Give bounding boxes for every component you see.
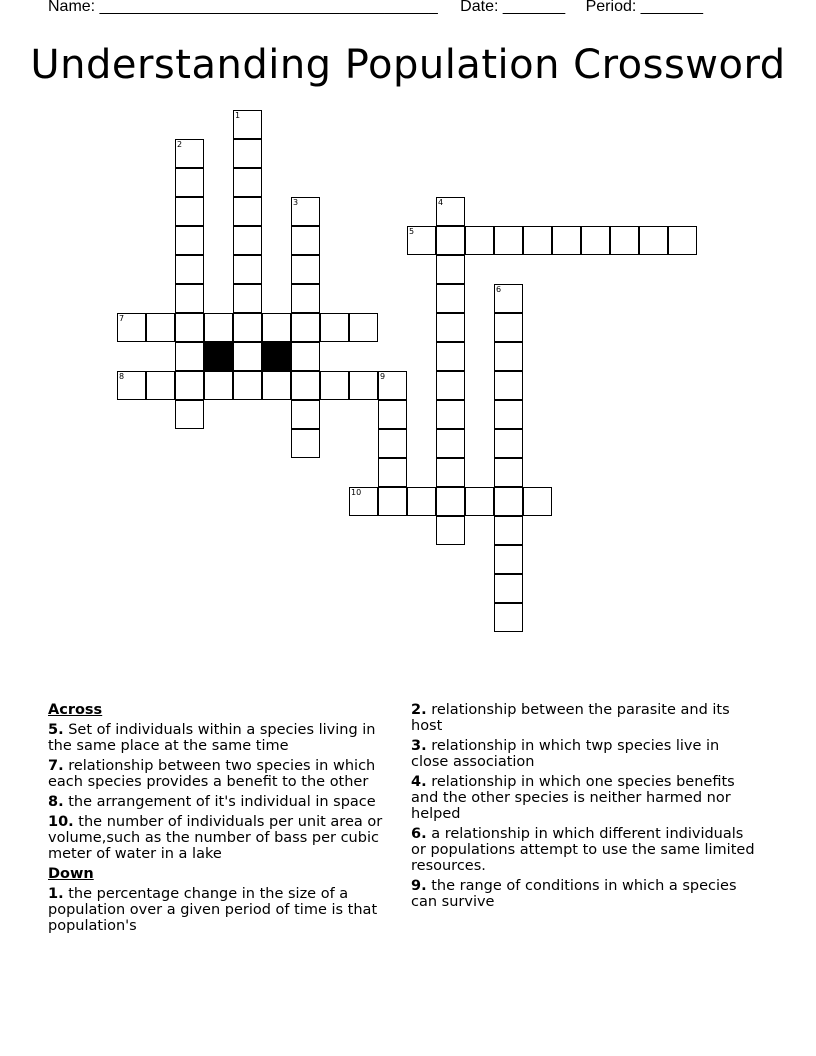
grid-cell[interactable] — [436, 371, 465, 400]
clue-number: 9 — [380, 372, 386, 381]
grid-cell[interactable] — [233, 110, 262, 139]
grid-cell-blocked — [204, 342, 233, 371]
grid-cell[interactable] — [117, 313, 146, 342]
grid-cell[interactable] — [378, 487, 407, 516]
grid-cell[interactable] — [291, 371, 320, 400]
grid-cell[interactable] — [175, 400, 204, 429]
grid-cell[interactable] — [552, 226, 581, 255]
grid-cell[interactable] — [436, 516, 465, 545]
grid-cell[interactable] — [233, 284, 262, 313]
grid-cell[interactable] — [436, 255, 465, 284]
grid-cell[interactable] — [581, 226, 610, 255]
grid-cell[interactable] — [349, 487, 378, 516]
clue-across-10: 10. the number of individuals per unit area or volume,such as the number of bass per cubic meter of water in a lake — [48, 814, 383, 862]
grid-cell[interactable] — [494, 487, 523, 516]
grid-cell[interactable] — [349, 313, 378, 342]
clue-number: 7 — [119, 314, 125, 323]
grid-cell[interactable] — [233, 313, 262, 342]
grid-cell[interactable] — [117, 371, 146, 400]
clue-down-4: 4. relationship in which one species benefits and the other species is neither harmed nor helped — [411, 774, 735, 822]
grid-cell[interactable] — [494, 603, 523, 632]
clue-number: 6 — [496, 285, 502, 294]
grid-cell[interactable] — [233, 139, 262, 168]
grid-cell[interactable] — [407, 226, 436, 255]
grid-cell[interactable] — [233, 342, 262, 371]
grid-cell[interactable] — [494, 400, 523, 429]
grid-cell[interactable] — [436, 429, 465, 458]
clue-across-8: 8. the arrangement of it's individual in space — [48, 794, 376, 810]
clue-down-3: 3. relationship in which twp species live in close association — [411, 738, 720, 770]
grid-cell[interactable] — [523, 487, 552, 516]
grid-cell[interactable] — [494, 371, 523, 400]
grid-cell[interactable] — [204, 313, 233, 342]
grid-cell[interactable] — [610, 226, 639, 255]
grid-cell[interactable] — [494, 313, 523, 342]
grid-cell[interactable] — [204, 371, 233, 400]
grid-cell[interactable] — [175, 168, 204, 197]
grid-cell[interactable] — [436, 342, 465, 371]
grid-cell[interactable] — [291, 342, 320, 371]
grid-cell[interactable] — [175, 313, 204, 342]
grid-cell[interactable] — [378, 371, 407, 400]
page-title: Understanding Population Crossword — [30, 42, 786, 88]
grid-cell[interactable] — [436, 313, 465, 342]
grid-cell[interactable] — [494, 284, 523, 313]
grid-cell[interactable] — [233, 197, 262, 226]
grid-cell[interactable] — [668, 226, 697, 255]
grid-cell[interactable] — [175, 371, 204, 400]
grid-cell[interactable] — [233, 226, 262, 255]
grid-cell[interactable] — [291, 255, 320, 284]
clue-down-1: 1. the percentage change in the size of a population over a given period of time is that population's — [48, 886, 378, 934]
clue-number: 3 — [293, 198, 299, 207]
grid-cell[interactable] — [291, 197, 320, 226]
grid-cell[interactable] — [378, 429, 407, 458]
clues-left-column — [48, 702, 398, 938]
grid-cell[interactable] — [436, 226, 465, 255]
clue-across-7: 7. relationship between two species in which each species provides a benefit to the other — [48, 758, 376, 790]
date-field[interactable]: Date: _______ — [460, 0, 566, 15]
clue-number: 2 — [177, 140, 183, 149]
grid-cell[interactable] — [378, 400, 407, 429]
grid-cell[interactable] — [436, 197, 465, 226]
grid-cell[interactable] — [436, 487, 465, 516]
grid-cell[interactable] — [175, 226, 204, 255]
grid-cell[interactable] — [378, 458, 407, 487]
grid-cell[interactable] — [407, 487, 436, 516]
clue-down-6: 6. a relationship in which different individuals or populations attempt to use the same limited resources. — [411, 826, 755, 874]
grid-cell[interactable] — [291, 400, 320, 429]
grid-cell[interactable] — [320, 371, 349, 400]
grid-cell[interactable] — [262, 371, 291, 400]
period-field[interactable]: Period: _______ — [585, 0, 704, 15]
clue-number: 5 — [409, 227, 415, 236]
clue-number: 10 — [351, 488, 362, 497]
grid-cell-blocked — [262, 342, 291, 371]
grid-cell[interactable] — [291, 284, 320, 313]
grid-cell[interactable] — [175, 139, 204, 168]
grid-cell[interactable] — [233, 371, 262, 400]
clue-down-2: 2. relationship between the parasite and its host — [411, 702, 730, 734]
grid-cell[interactable] — [146, 313, 175, 342]
grid-cell[interactable] — [175, 255, 204, 284]
grid-cell[interactable] — [349, 371, 378, 400]
grid-cell[interactable] — [233, 255, 262, 284]
grid-cell[interactable] — [146, 371, 175, 400]
grid-cell[interactable] — [494, 545, 523, 574]
clues-right-column — [411, 702, 761, 914]
clue-number: 4 — [438, 198, 444, 207]
clue-down-9: 9. the range of conditions in which a species can survive — [411, 878, 737, 910]
clue-number: 8 — [119, 372, 125, 381]
grid-cell[interactable] — [465, 487, 494, 516]
grid-cell[interactable] — [494, 226, 523, 255]
grid-cell[interactable] — [436, 284, 465, 313]
grid-cell[interactable] — [291, 226, 320, 255]
grid-cell[interactable] — [291, 429, 320, 458]
grid-cell[interactable] — [233, 168, 262, 197]
name-field[interactable]: Name: ______________________________________ — [48, 0, 438, 15]
grid-cell[interactable] — [494, 516, 523, 545]
grid-cell[interactable] — [494, 458, 523, 487]
clue-number: 1 — [235, 111, 241, 120]
down-heading: Down — [48, 866, 94, 882]
grid-cell[interactable] — [465, 226, 494, 255]
grid-cell[interactable] — [262, 313, 291, 342]
grid-cell[interactable] — [436, 458, 465, 487]
grid-cell[interactable] — [494, 342, 523, 371]
across-heading: Across — [48, 702, 103, 718]
grid-cell[interactable] — [494, 574, 523, 603]
grid-cell[interactable] — [523, 226, 552, 255]
grid-cell[interactable] — [436, 400, 465, 429]
grid-cell[interactable] — [175, 197, 204, 226]
grid-cell[interactable] — [291, 313, 320, 342]
grid-cell[interactable] — [175, 342, 204, 371]
grid-cell[interactable] — [639, 226, 668, 255]
grid-cell[interactable] — [494, 429, 523, 458]
clue-across-5: 5. Set of individuals within a species living in the same place at the same time — [48, 722, 376, 754]
grid-cell[interactable] — [320, 313, 349, 342]
grid-cell[interactable] — [175, 284, 204, 313]
